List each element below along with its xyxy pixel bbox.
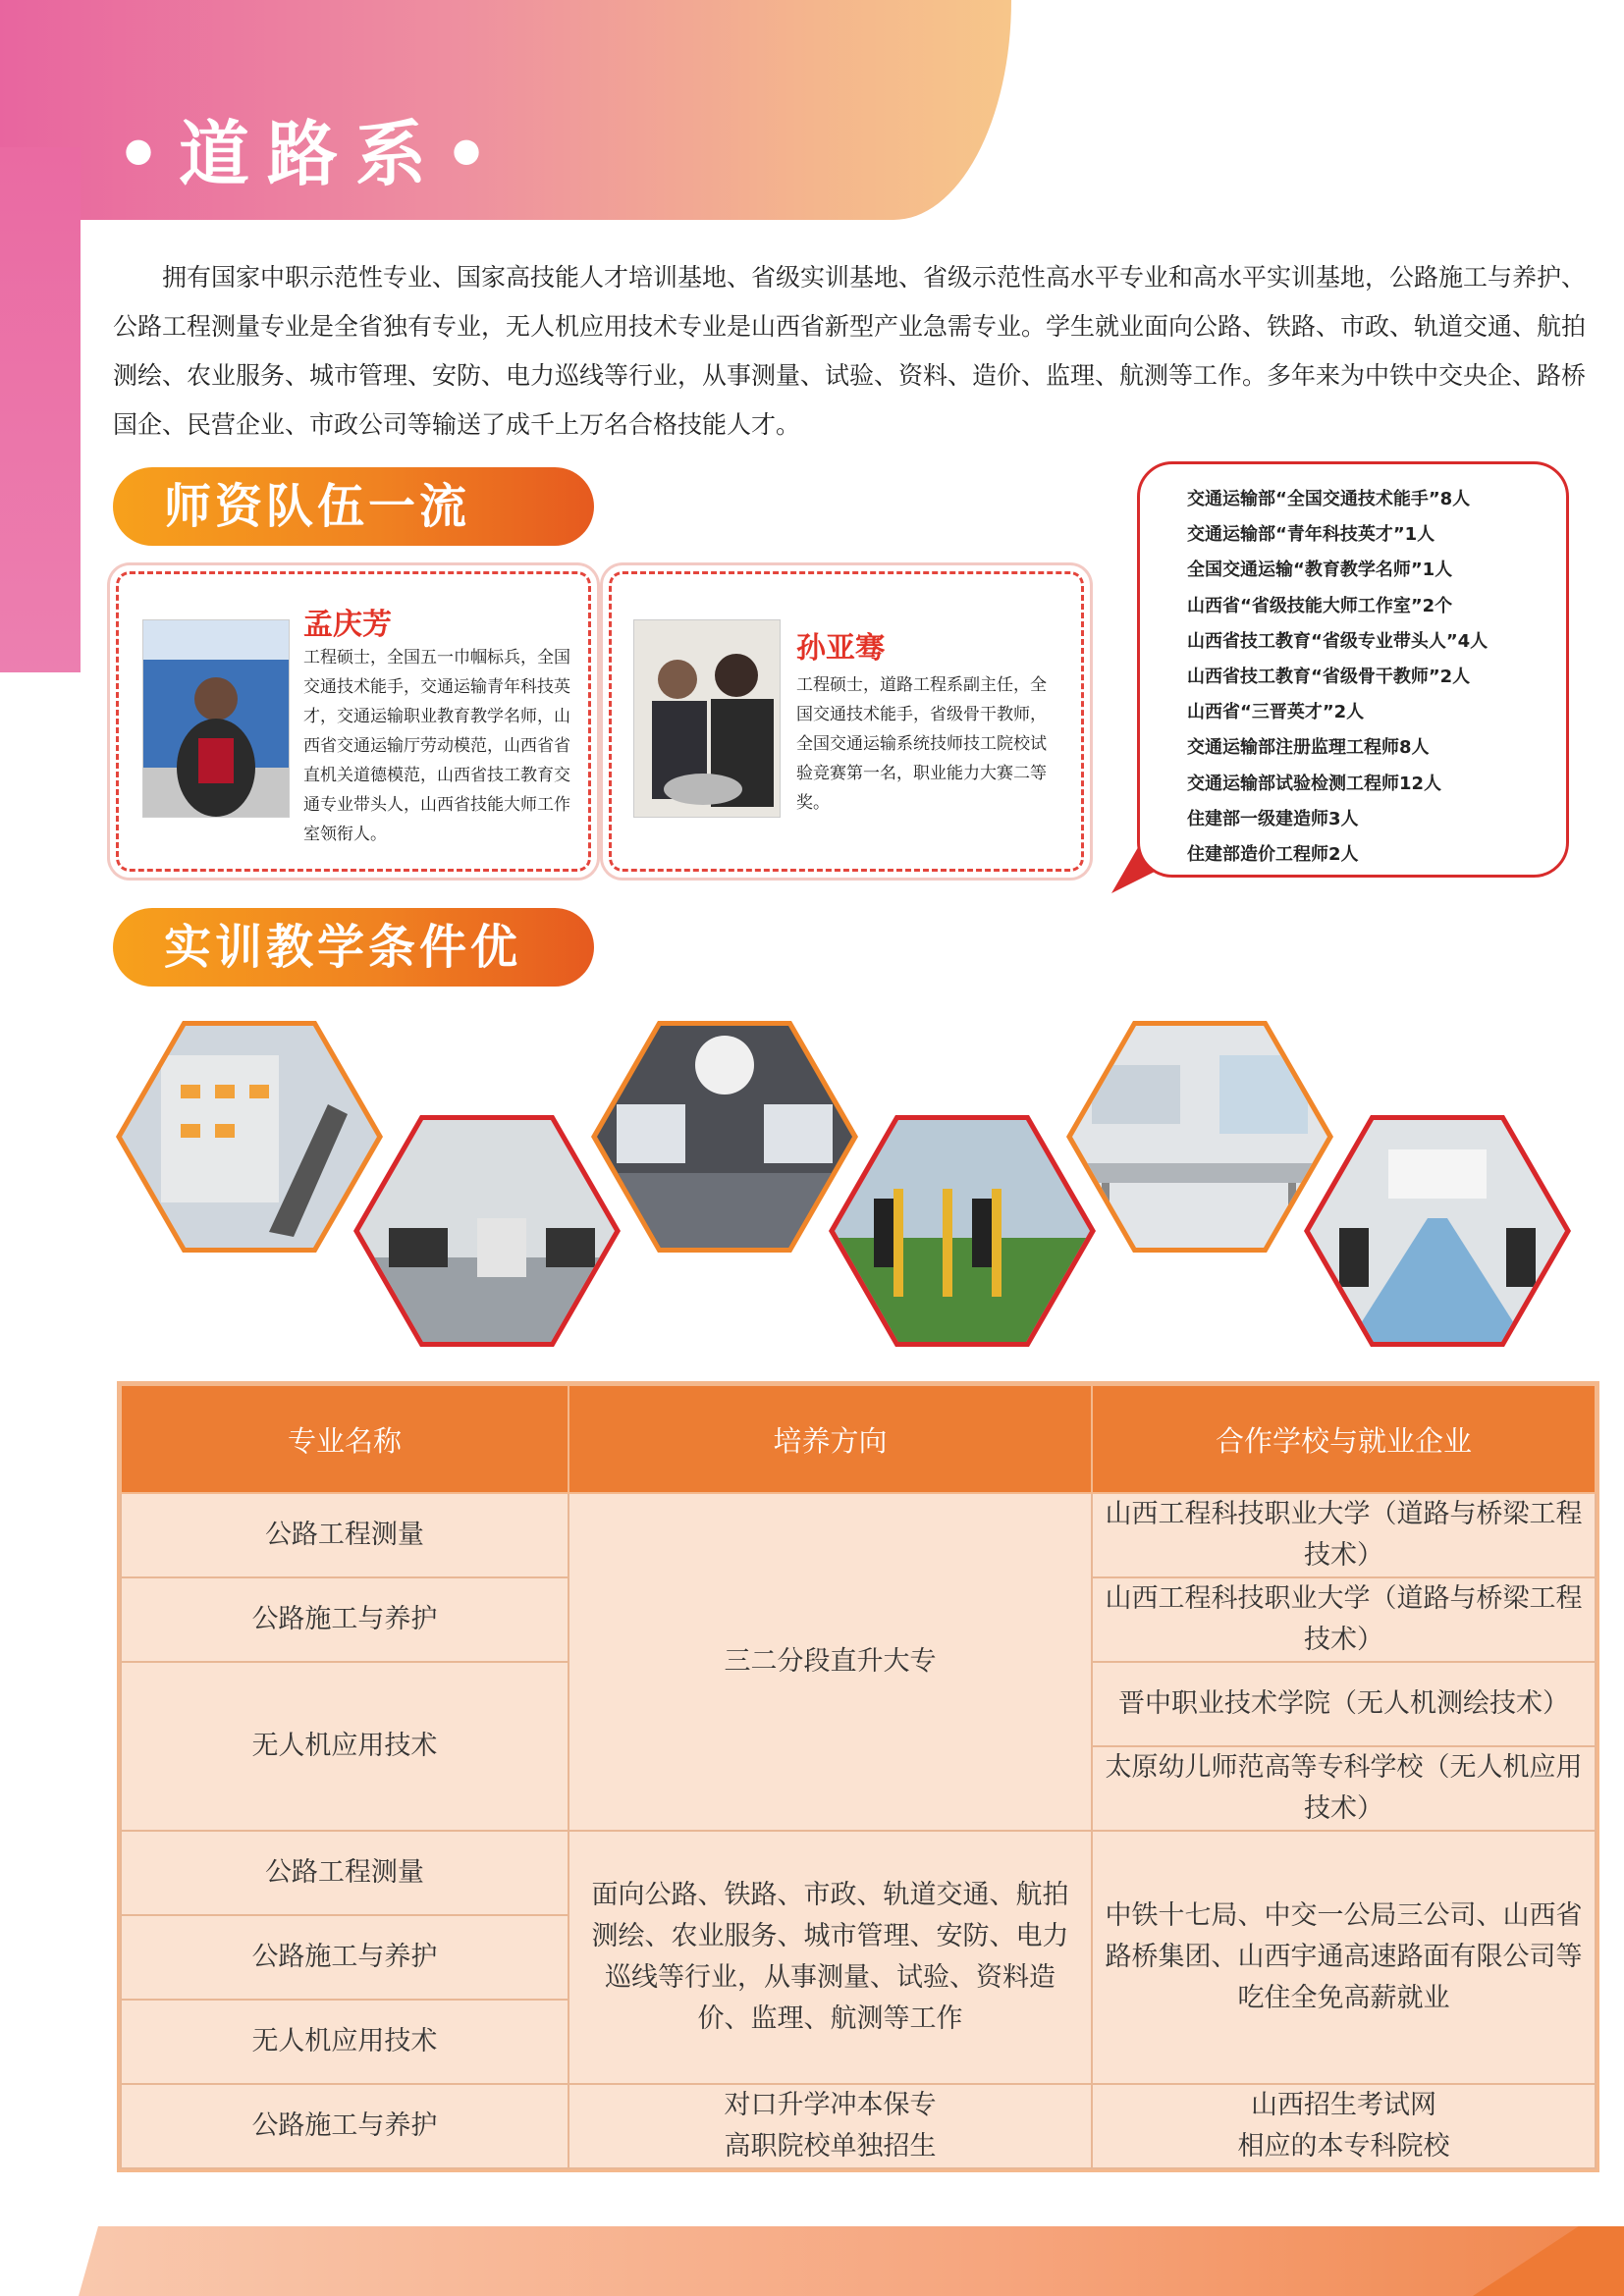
- table-header: 合作学校与就业企业: [1092, 1385, 1596, 1493]
- major-cell: 公路施工与养护: [121, 1577, 568, 1662]
- training-photo-hex: [116, 1021, 383, 1253]
- table-header-row: [121, 1385, 1596, 1493]
- teacher-card-meng: [116, 571, 591, 872]
- direction-text: 高职院校单独招生: [724, 2131, 937, 2162]
- honor-item: 交通运输部“全国交通技术能手”8人: [1187, 489, 1471, 509]
- honor-item: 交通运输部注册监理工程师8人: [1187, 737, 1430, 759]
- teacher-description: 工程硕士，道路工程系副主任，全国交通技术能手，省级骨干教师，全国交通运输系统技师技工院校试验竞赛第一名，职业能力大赛二等奖。: [796, 675, 1047, 813]
- partner-text: 山西招生考试网: [1251, 2090, 1437, 2120]
- table-row: [121, 1493, 1596, 1577]
- partner-cell: [1092, 1831, 1596, 2084]
- partner-cell: [1092, 2084, 1596, 2168]
- training-photo-hex: [829, 1115, 1096, 1347]
- major-cell: 无人机应用技术: [121, 1662, 568, 1831]
- direction-cell: [568, 2084, 1092, 2168]
- major-cell: 公路工程测量: [121, 1831, 568, 1915]
- honor-item: 山西省技工教育“省级骨干教师”2人: [1187, 667, 1471, 688]
- major-cell: 公路工程测量: [121, 1493, 568, 1577]
- teacher-photo-sun: [633, 619, 781, 818]
- partner-cell: 山西工程科技职业大学（道路与桥梁工程技术）: [1092, 1493, 1596, 1577]
- training-photo-hex: [1304, 1115, 1571, 1347]
- direction-text: 对口升学冲本保专: [724, 2090, 937, 2120]
- major-cell: 公路施工与养护: [121, 2084, 568, 2168]
- table-row: [121, 2084, 1596, 2168]
- department-title: •道路系•: [116, 113, 508, 195]
- direction-cell: 三二分段直升大专: [568, 1493, 1092, 1831]
- honors-bubble: [1137, 461, 1569, 878]
- major-cell: 公路施工与养护: [121, 1915, 568, 2000]
- teacher-name: 孙亚骞: [796, 631, 885, 666]
- majors-table: [120, 1384, 1597, 2169]
- footer-band: [79, 2226, 1624, 2296]
- major-cell: 无人机应用技术: [121, 2000, 568, 2084]
- table-row: [121, 1831, 1596, 1915]
- honors-list: [1187, 482, 1566, 873]
- intro-paragraph: 拥有国家中职示范性专业、国家高技能人才培训基地、省级实训基地、省级示范性高水平专业和高水平实训基地，公路施工与养护、公路工程测量专业是全省独有专业，无人机应用技术专业是山西省新型产业急需专业。学生就业面向公路、铁路、市政、轨道交通、航拍测绘、农业服务、城市管理、安防、电力巡线等行业，从事测量、试验、资料、造价、监理、航测等工作。多年来为中铁中交央企、路桥国企、民营企业、市政公司等输送了成千上万名合格技能人才。: [113, 263, 1587, 439]
- teacher-card-sun: [609, 571, 1084, 872]
- partner-text: 相应的本专科院校: [1237, 2131, 1450, 2162]
- partner-cell: 晋中职业技术学院（无人机测绘技术）: [1092, 1662, 1596, 1746]
- training-photo-hex: [591, 1021, 858, 1253]
- honor-item: 山西省“三晋英才”2人: [1187, 702, 1365, 723]
- honor-item: 住建部造价工程师2人: [1187, 844, 1359, 866]
- partner-cell: 太原幼儿师范高等专科学校（无人机应用技术）: [1092, 1746, 1596, 1831]
- direction-cell: 面向公路、铁路、市政、轨道交通、航拍测绘、农业服务、城市管理、安防、电力巡线等行业，从事测量、试验、资料造价、监理、航测等工作: [568, 1831, 1092, 2084]
- partner-cell: 山西工程科技职业大学（道路与桥梁工程技术）: [1092, 1577, 1596, 1662]
- section-header-teachers: 师资队伍一流: [113, 467, 594, 546]
- honor-item: 交通运输部“青年科技英才”1人: [1187, 524, 1435, 546]
- honor-item: 山西省技工教育“省级专业带头人”4人: [1187, 630, 1489, 652]
- table-header: 专业名称: [121, 1385, 568, 1493]
- training-photo-hex: [1066, 1021, 1333, 1253]
- left-accent-strip: [0, 147, 81, 672]
- honor-item: 住建部一级建造师3人: [1187, 808, 1359, 829]
- teacher-description: 工程硕士，全国五一巾帼标兵，全国交通技术能手，交通运输青年科技英才，交通运输职业教育教学名师，山西省交通运输厅劳动模范，山西省省直机关道德模范，山西省技工教育交通专业带头人，山西省技能大师工作室领衔人。: [303, 648, 570, 844]
- partner-text: 中铁十七局、中交一公局三公司、山西省路桥集团、山西宇通高速路面有限公司等: [1105, 1900, 1583, 1972]
- table-header: 培养方向: [568, 1385, 1092, 1493]
- teacher-photo-meng: [142, 619, 290, 818]
- section-header-training: 实训教学条件优: [113, 908, 594, 987]
- training-photo-hex: [353, 1115, 621, 1347]
- partner-text: 吃住全免高薪就业: [1237, 1983, 1450, 2013]
- honor-item: 交通运输部试验检测工程师12人: [1187, 773, 1442, 794]
- teacher-name: 孟庆芳: [303, 608, 392, 642]
- honor-item: 全国交通运输“教育教学名师”1人: [1187, 560, 1453, 581]
- honor-item: 山西省“省级技能大师工作室”2个: [1187, 595, 1453, 616]
